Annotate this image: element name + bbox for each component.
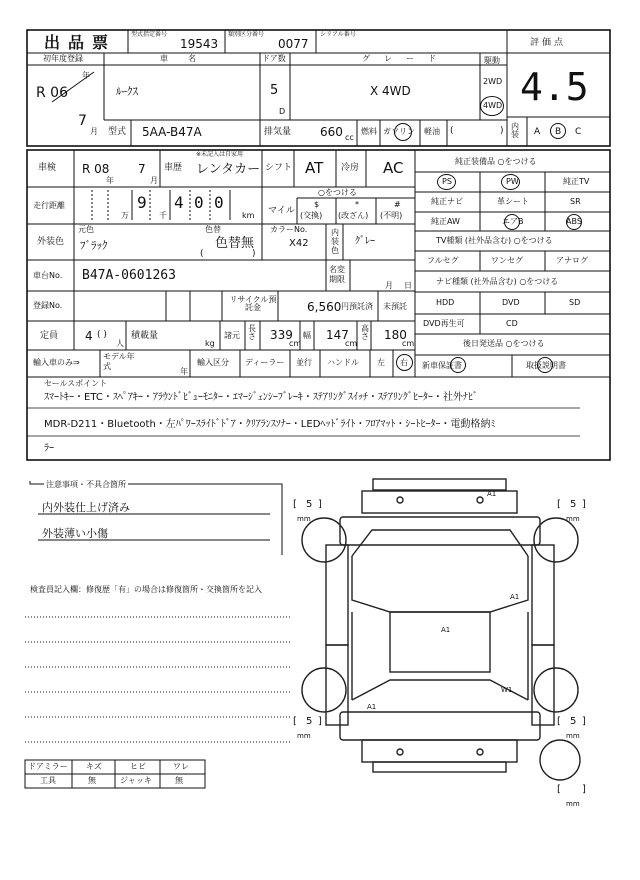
sales-line-2: MDR-D211・Bluetooth・左ﾊﾟﾜｰｽﾗｲﾄﾞﾄﾞｱ・ｸﾘｱﾗﾝｽｿﾅｰ・LEDﾍｯﾄﾞﾗｲﾄ・ﾌﾛｱﾏｯﾄ・ｼｰﾄﾋｰﾀｰ・電動格納ﾐ bbox=[44, 419, 496, 430]
fuel-gasoline: ガソリン bbox=[383, 127, 415, 136]
tv-fullseg: フルセグ bbox=[427, 256, 459, 265]
mileage-digit-6: 0 bbox=[214, 193, 224, 212]
dvd-playback-label: DVD再生可 bbox=[423, 319, 465, 328]
equip-abs-circle bbox=[566, 214, 582, 230]
damage-mark: A1 bbox=[441, 626, 451, 634]
damage-mark: W1 bbox=[501, 686, 513, 694]
tire-fr-value: 5 bbox=[570, 499, 577, 510]
tire-rr-unit: mm bbox=[566, 732, 580, 740]
note-item-2: 外装薄い小傷 bbox=[42, 527, 108, 540]
meter-sym-3: # bbox=[394, 200, 401, 209]
note-item-1: 内外装仕上げ済み bbox=[42, 501, 130, 514]
model-label: 型式 bbox=[108, 127, 127, 137]
not-deposited: 未預託 bbox=[383, 302, 407, 311]
meter-label-2: (改ざん) bbox=[338, 211, 369, 220]
navi-sd: SD bbox=[569, 298, 581, 307]
color-label: 外装色 bbox=[37, 237, 65, 247]
tire-rr-value: 5 bbox=[570, 716, 577, 727]
dealer-label: ディーラー bbox=[245, 358, 285, 367]
table-cell: 無 bbox=[88, 776, 96, 785]
serial-label: シリアル番号 bbox=[320, 31, 356, 38]
tire-fl-value: 5 bbox=[306, 499, 313, 510]
first-reg-label: 初年度登録 bbox=[43, 54, 83, 63]
recycle-label: リサイクル預託金 bbox=[229, 295, 277, 312]
sales-points-label: セールスポイント bbox=[44, 379, 108, 388]
ac-value: AC bbox=[383, 159, 404, 177]
man-unit: 万 bbox=[121, 211, 129, 220]
color-value: ﾌﾞﾗｯｸ bbox=[80, 239, 108, 252]
class-no: 0077 bbox=[278, 37, 309, 51]
car-name-label: 車名 bbox=[160, 54, 216, 63]
sales-line-3: ﾗｰ bbox=[44, 443, 54, 454]
meter-sym-1: $ bbox=[314, 200, 320, 209]
mile-label: マイル bbox=[268, 206, 295, 216]
navi-hdd: HDD bbox=[436, 298, 455, 307]
sen-unit: 千 bbox=[159, 211, 167, 220]
navi-title: ナビ種類 (社外品含む) ○をつける bbox=[436, 277, 559, 286]
later-manual: 取扱説明書 bbox=[526, 361, 566, 370]
table-header: ドアミラー bbox=[28, 762, 68, 771]
tire-spare-unit: mm bbox=[566, 800, 580, 808]
right-label: 右 bbox=[400, 358, 408, 367]
doors-value: 5 bbox=[270, 83, 279, 98]
table-cell: 無 bbox=[175, 776, 183, 785]
damage-mark: A1 bbox=[367, 703, 377, 711]
inspector-label: 検査員記入欄：修復歴「有」の場合は修復箇所・交換箇所を記入 bbox=[30, 585, 262, 594]
equip-sr: SR bbox=[570, 197, 581, 206]
damage-mark: A1 bbox=[510, 593, 520, 601]
car-name: ﾙｰｸｽ bbox=[116, 85, 138, 98]
interior-b: B bbox=[555, 127, 562, 137]
door-type: D bbox=[279, 107, 286, 116]
tire-fr-unit: mm bbox=[566, 515, 580, 523]
grade-label: グレード bbox=[362, 54, 450, 63]
fuel-label: 燃料 bbox=[361, 127, 377, 136]
drive-2wd: 2WD bbox=[483, 77, 503, 86]
inspection-label: 車検 bbox=[38, 163, 57, 173]
load-label: 積載量 bbox=[131, 331, 159, 341]
name-change-month: 月 bbox=[385, 281, 393, 290]
chassis-label: 車台No. bbox=[33, 271, 63, 280]
meter-label-1: (交換) bbox=[300, 211, 323, 220]
displacement-value: 660 bbox=[320, 125, 343, 139]
shift-label: シフト bbox=[265, 163, 293, 173]
recycle-amount: 6,560 bbox=[307, 300, 342, 314]
import-label: 輸入車のみ⇒ bbox=[33, 358, 80, 367]
meter-label-3: (不明) bbox=[380, 211, 403, 220]
meter-sym-2: * bbox=[355, 200, 359, 209]
import-type-label: 輸入区分 bbox=[197, 358, 229, 367]
notes-title: 注意事項・不具合箇所 bbox=[46, 480, 126, 489]
table-cell: ジャッキ bbox=[120, 776, 152, 785]
mileage-digit-3: 9 bbox=[137, 193, 147, 212]
grade-value: X 4WD bbox=[370, 84, 411, 98]
height-unit: cm bbox=[402, 339, 415, 348]
usage-label: 車歴 bbox=[164, 163, 183, 173]
drive-4wd: 4WD bbox=[483, 101, 503, 110]
navi-dvd: DVD bbox=[502, 298, 520, 307]
meter-hint: ○をつける bbox=[318, 188, 357, 197]
interior-color-label: 内装色 bbox=[331, 228, 339, 256]
tire-rl-value: 5 bbox=[306, 716, 313, 727]
interior-label: 内装 bbox=[511, 122, 519, 139]
km-unit: km bbox=[242, 211, 255, 220]
chassis-no: B47A-0601263 bbox=[82, 268, 176, 283]
displacement-label: 排気量 bbox=[264, 127, 292, 137]
genuine-title: 純正装備品 ○をつける bbox=[455, 157, 537, 166]
mileage-label: 走行距離 bbox=[33, 201, 65, 210]
rating-score: 4.5 bbox=[520, 65, 589, 109]
tire-fl-unit: mm bbox=[297, 515, 311, 523]
dvd-cd: CD bbox=[506, 319, 518, 328]
name-change-label: 名変期限 bbox=[329, 265, 345, 284]
color-no-label: カラーNo. bbox=[270, 225, 308, 234]
later-manual-circle bbox=[537, 357, 553, 373]
model-year-unit: 年 bbox=[180, 367, 188, 376]
model-year-label: モデル年式 bbox=[103, 352, 135, 371]
interior-b-circle bbox=[550, 123, 566, 139]
usage-value: レンタカー bbox=[196, 162, 261, 177]
sales-line-1: ｽﾏｰﾄｷｰ・ETC・ｽﾍﾟｱｷｰ・ｱﾗｳﾝﾄﾞﾋﾞｭｰﾓﾆﾀｰ・ｴﾏｰｼﾞｪﾝｼｰﾌﾞﾚｰｷ・ｽﾃｱﾘﾝｸﾞｽｲｯﾁ・ｽﾃｱﾘﾝｸﾞﾋｰﾀｰ・社外ﾅﾋﾞ bbox=[44, 392, 478, 403]
color-change-value: 色替無 bbox=[215, 236, 255, 251]
doors-label: ドア数 bbox=[262, 54, 286, 63]
reg-no-label: 登録No. bbox=[33, 301, 63, 310]
usage-note: ※未記入は自家用 bbox=[196, 151, 244, 158]
equip-abs: ABS bbox=[566, 217, 582, 226]
interior-a: A bbox=[534, 127, 541, 137]
ac-label: 冷房 bbox=[341, 163, 360, 173]
inspection-month-unit: 月 bbox=[150, 176, 158, 185]
recycle-note: 円預託済 bbox=[341, 302, 373, 311]
drive-label: 駆動 bbox=[484, 56, 500, 65]
person-unit: 人 bbox=[116, 339, 124, 348]
height-value: 180 bbox=[384, 328, 407, 342]
month-unit: 月 bbox=[90, 127, 98, 136]
equip-leather: 革シート bbox=[497, 197, 529, 206]
equip-tv: 純正TV bbox=[563, 177, 590, 186]
tv-analog: アナログ bbox=[556, 256, 588, 265]
length-value: 339 bbox=[270, 328, 293, 342]
length-unit: cm bbox=[289, 339, 302, 348]
tire-fl-bracket: [ bbox=[293, 499, 297, 510]
table-header: ヒビ bbox=[130, 762, 146, 771]
shift-value: AT bbox=[305, 159, 324, 177]
equip-airbag-circle bbox=[504, 214, 520, 230]
dims-label: 諸元 bbox=[224, 331, 240, 340]
width-value: 147 bbox=[326, 328, 349, 342]
table-header: ワレ bbox=[173, 762, 189, 771]
width-unit: cm bbox=[345, 339, 358, 348]
form-no-label: 型式指定番号 bbox=[131, 31, 168, 38]
damage-mark: A1 bbox=[487, 490, 497, 498]
first-reg-year: R 06 bbox=[36, 85, 68, 101]
tv-title: TV種類 (社外品含む) ○をつける bbox=[436, 236, 553, 245]
equip-ps: PS bbox=[442, 177, 452, 186]
later-title: 後日発送品 ○をつける bbox=[463, 339, 545, 348]
equip-ps-circle bbox=[437, 174, 456, 190]
equip-aw: 純正AW bbox=[431, 217, 460, 226]
kg-unit: kg bbox=[205, 339, 215, 348]
handle-label: ハンドル bbox=[327, 358, 359, 367]
mileage-digit-4: 4 bbox=[174, 193, 184, 212]
later-warranty: 新車保証書 bbox=[422, 361, 462, 370]
later-warranty-circle bbox=[450, 357, 466, 373]
color-change-label: 色替 bbox=[205, 225, 221, 234]
table-header: キズ bbox=[86, 762, 102, 771]
inspection-year-unit: 年 bbox=[106, 176, 114, 185]
equip-pw: PW bbox=[506, 177, 519, 186]
equip-navi: 純正ナビ bbox=[431, 197, 463, 206]
width-label: 幅 bbox=[303, 331, 311, 340]
original-color-label: 元色 bbox=[78, 225, 94, 234]
equip-airbag: エアB bbox=[502, 217, 524, 226]
cc-unit: cc bbox=[345, 133, 354, 142]
table-cell: 工具 bbox=[40, 776, 56, 785]
page-title: 出品票 bbox=[44, 33, 117, 52]
color-no-value: X42 bbox=[289, 238, 309, 249]
form-no: 19543 bbox=[180, 37, 219, 51]
light-oil-label: 軽油 bbox=[424, 127, 440, 136]
mileage-digit-5: 0 bbox=[194, 193, 204, 212]
inspection-year: R 08 bbox=[82, 162, 110, 176]
fuel-circle bbox=[394, 123, 412, 141]
length-label: 長さ bbox=[248, 324, 256, 341]
capacity-label: 定員 bbox=[40, 331, 59, 341]
interior-color-value: ｸﾞﾚｰ bbox=[355, 236, 375, 247]
capacity-value: 4 bbox=[85, 329, 93, 343]
class-no-label: 類別区分番号 bbox=[228, 31, 265, 38]
model-value: 5AA-B47A bbox=[142, 125, 202, 139]
parallel-label: 並行 bbox=[296, 358, 312, 367]
inspection-month: 7 bbox=[138, 162, 146, 176]
left-label: 左 bbox=[377, 358, 385, 367]
first-reg-month: 7 bbox=[78, 113, 87, 129]
tv-oneseg: ワンセグ bbox=[491, 256, 523, 265]
year-unit: 年 bbox=[82, 71, 90, 80]
height-label: 高さ bbox=[361, 324, 369, 341]
tire-rl-unit: mm bbox=[297, 732, 311, 740]
rating-label: 評価点 bbox=[530, 38, 567, 48]
right-circle bbox=[396, 354, 413, 371]
equip-pw-circle bbox=[501, 174, 520, 190]
interior-c: C bbox=[575, 127, 582, 137]
drive-4wd-circle bbox=[480, 96, 504, 116]
